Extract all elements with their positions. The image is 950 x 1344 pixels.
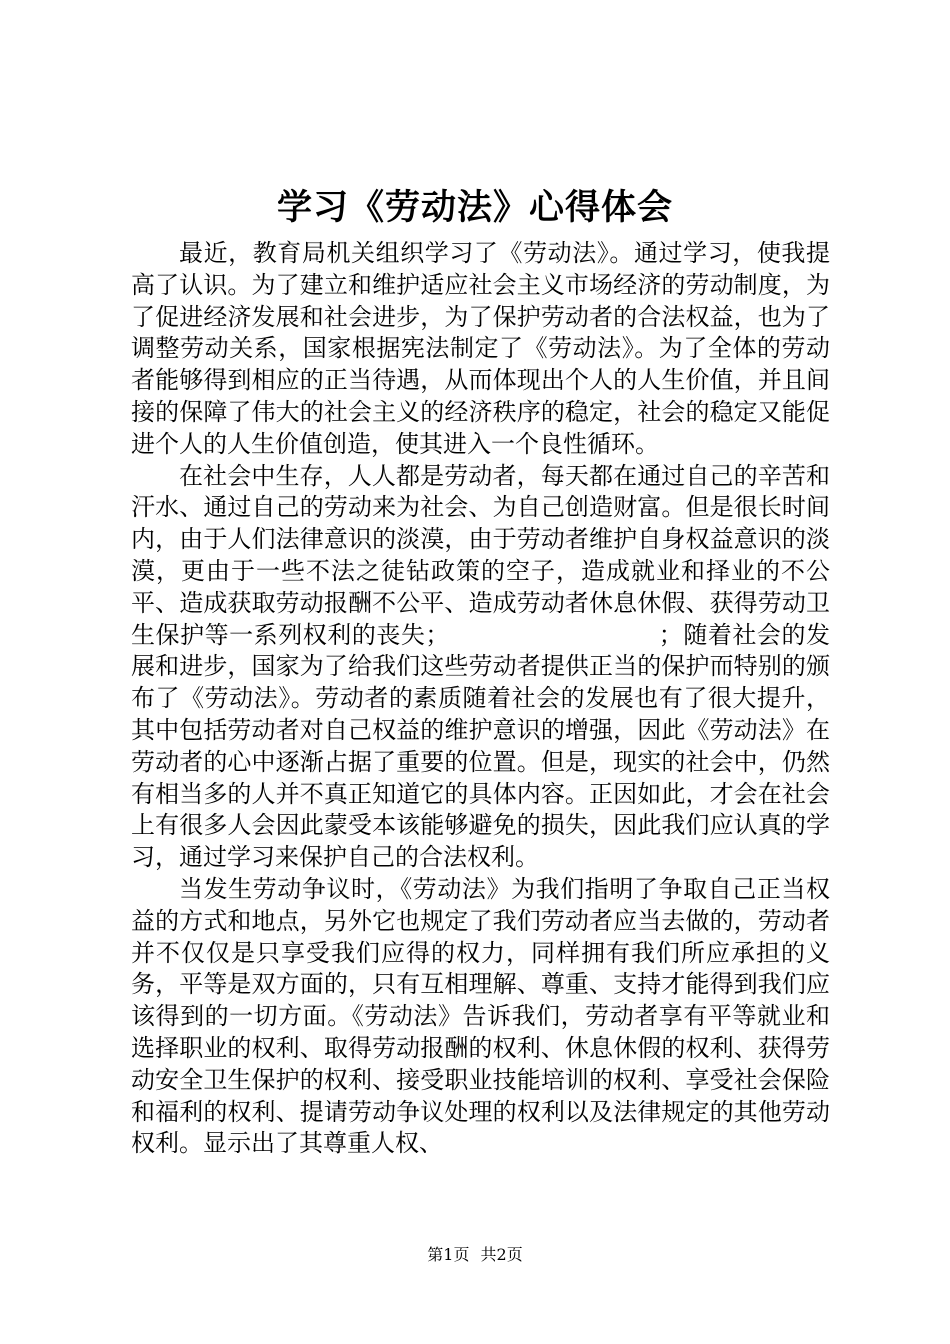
paragraph-3: 当发生劳动争议时，《劳动法》为我们指明了争取自己正当权益的方式和地点，另外它也规定了我们劳动者应当去做的，劳动者并不仅仅是只享受我们应得的权力，同样拥有我们所应承担的义务，平等是双方面的，只有互相理解、尊重、支持才能得到我们应该得到的一切方面。《劳动法》告诉我们，劳动者享有平等就业和选择职业的权利、取得劳动报酬的权利、休息休假的权利、获得劳动安全卫生保护的权利、接受职业技能培训的权利、享受社会保险和福利的权利、提请劳动争议处理的权利以及法律规定的其他劳动权利。显示出了其尊重人权、 <box>131 874 830 1158</box>
document-title: 学习《劳动法》心得体会 <box>276 187 673 228</box>
page-total: 共2页 <box>480 1245 523 1264</box>
paragraph-2: 在社会中生存，人人都是劳动者，每天都在通过自己的辛苦和汗水、通过自己的劳动来为社会、为自己创造财富。但是很长时间内，由于人们法律意识的淡漠，由于劳动者维护自身权益意识的淡漠，更由于一些不法之徒钻政策的空子，造成就业和择业的不公平、造成获取劳动报酬不公平、造成劳动者休息休假、获得劳动卫生保护等一系列权利的丧失； ；随着社会的发展和进步，国家为了给我们这些劳动者提供正当的保护而特别的颁布了《劳动法》。劳动者的素质随着社会的发展也有了很大提升，其中包括劳动者对自己权益的维护意识的增强，因此《劳动法》在劳动者的心中逐渐占据了重要的位置。但是，现实的社会中，仍然有相当多的人并不真正知道它的具体内容。正因如此，才会在社会上有很多人会因此蒙受本该能够避免的损失，因此我们应认真的学习，通过学习来保护自己的合法权利。 <box>131 461 830 872</box>
document-body <box>131 238 830 1160</box>
paragraph-1: 最近，教育局机关组织学习了《劳动法》。通过学习，使我提高了认识。为了建立和维护适应社会主义市场经济的劳动制度，为了促进经济发展和社会进步，为了保护劳动者的合法权益，也为了调整劳动关系，国家根据宪法制定了《劳动法》。为了全体的劳动者能够得到相应的正当待遇，从而体现出个人的人生价值，并且间接的保障了伟大的社会主义的经济秩序的稳定，社会的稳定又能促进个人的人生价值创造，使其进入一个良性循环。 <box>131 239 830 458</box>
page-number: 第1页 <box>427 1245 470 1264</box>
page-footer <box>0 1245 950 1265</box>
